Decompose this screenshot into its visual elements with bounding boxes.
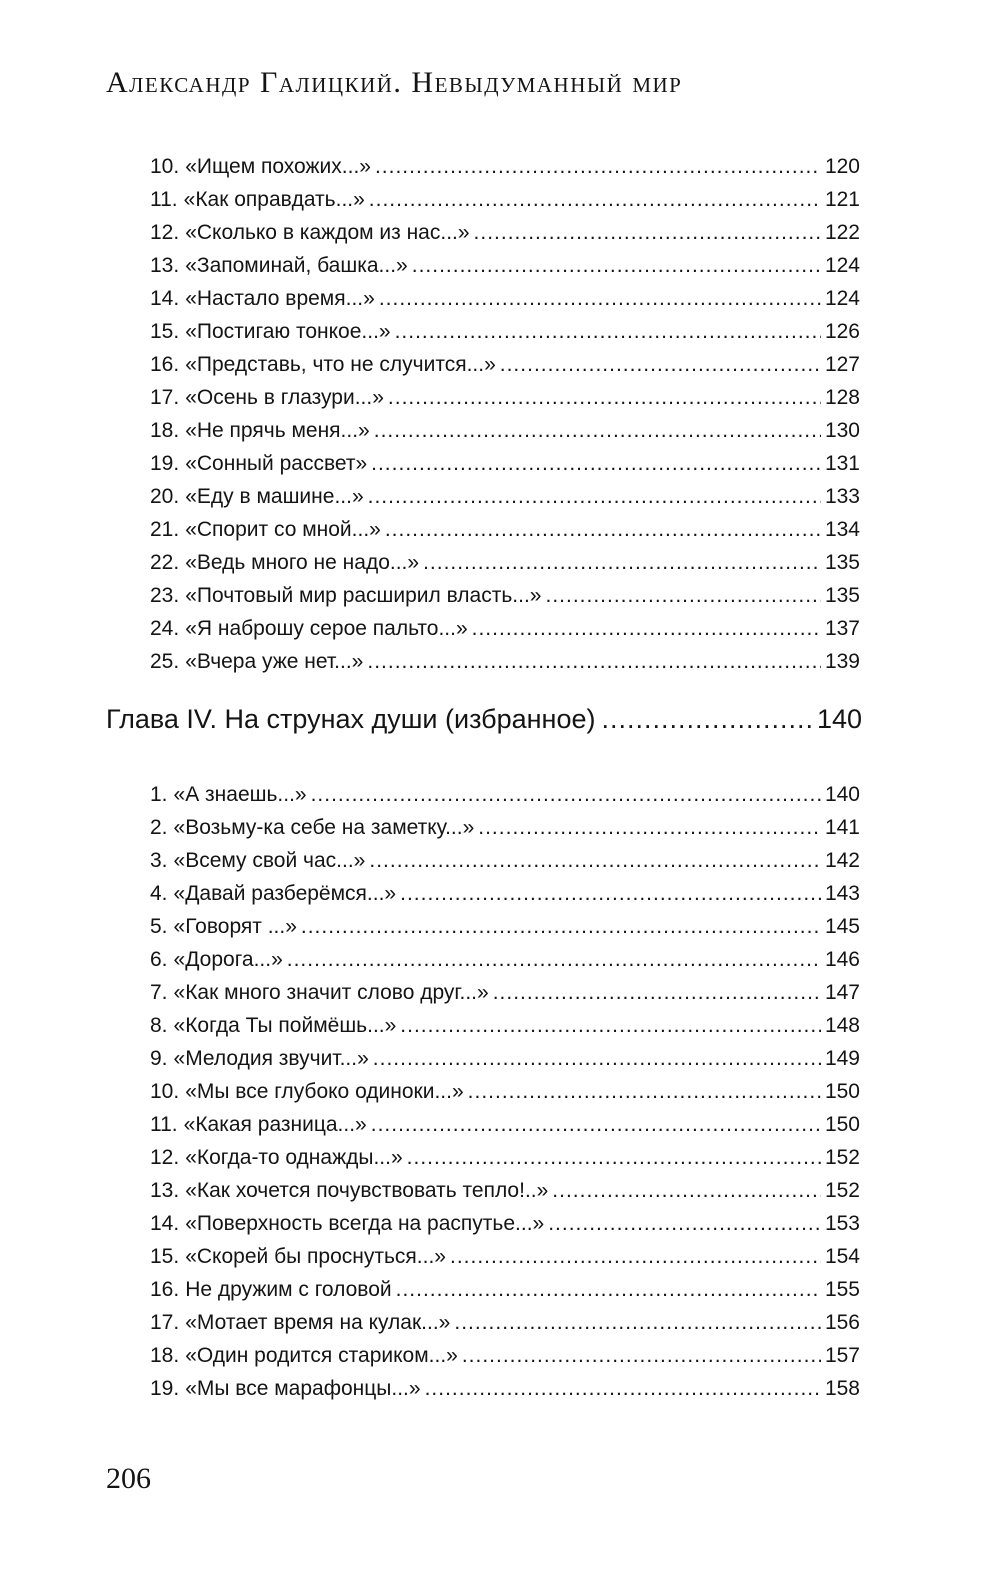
entry-page: 137 — [824, 617, 860, 640]
entry-page: 155 — [824, 1278, 860, 1301]
entry-number: 3. — [150, 849, 168, 872]
dot-leader — [500, 348, 821, 381]
entry-page: 150 — [824, 1113, 860, 1136]
dot-leader — [369, 844, 821, 877]
toc-entry — [150, 877, 860, 910]
entry-page: 152 — [824, 1146, 860, 1169]
dot-leader — [301, 910, 821, 943]
entry-number: 17. — [150, 1311, 180, 1334]
entry-title: «Мелодия звучит...» — [173, 1047, 369, 1070]
entry-number: 12. — [150, 221, 180, 244]
entry-number: 15. — [150, 1245, 180, 1268]
entry-number: 18. — [150, 419, 180, 442]
toc-entry — [150, 249, 860, 282]
entry-number: 21. — [150, 518, 180, 541]
entry-page: 157 — [824, 1344, 860, 1367]
toc-entry — [150, 447, 860, 480]
entry-page: 124 — [824, 287, 860, 310]
toc-entry — [150, 645, 860, 678]
running-header: Александр Галицкий. Невыдуманный мир — [106, 66, 683, 99]
entry-title: «Мы все глубоко одиноки...» — [185, 1080, 464, 1103]
dot-leader — [450, 1240, 821, 1273]
dot-leader — [468, 1075, 821, 1108]
entry-title: «Сколько в каждом из нас...» — [185, 221, 470, 244]
toc-entry — [150, 282, 860, 315]
toc-entry — [150, 778, 860, 811]
dot-leader — [601, 704, 810, 735]
dot-leader — [396, 1273, 821, 1306]
entry-number: 20. — [150, 485, 180, 508]
entry-number: 25. — [150, 650, 180, 673]
entry-number: 22. — [150, 551, 180, 574]
entry-title: «Представь, что не случится...» — [185, 353, 496, 376]
entry-page: 143 — [824, 882, 860, 905]
toc-entry — [150, 480, 860, 513]
dot-leader — [548, 1207, 821, 1240]
toc-entry — [150, 976, 860, 1009]
dot-leader — [462, 1339, 821, 1372]
page-number: 206 — [106, 1462, 151, 1495]
dot-leader — [400, 877, 821, 910]
entry-page: 130 — [824, 419, 860, 442]
toc-entry — [150, 1207, 860, 1240]
dot-leader — [367, 645, 821, 678]
entry-title: Не дружим с головой — [185, 1278, 392, 1301]
toc-entry — [150, 1174, 860, 1207]
entry-page: 150 — [824, 1080, 860, 1103]
entry-title: «Как оправдать...» — [183, 188, 365, 211]
toc-entry — [150, 150, 860, 183]
toc-entry — [150, 811, 860, 844]
toc-entry — [150, 1240, 860, 1273]
entry-title: «Еду в машине...» — [185, 485, 364, 508]
chapter-heading — [106, 704, 862, 735]
entry-number: 9. — [150, 1047, 168, 1070]
entry-title: «Осень в глазури...» — [185, 386, 384, 409]
dot-leader — [395, 315, 821, 348]
entry-page: 126 — [824, 320, 860, 343]
entry-title: «Возьму-ка себе на заметку...» — [173, 816, 475, 839]
entry-number: 5. — [150, 915, 168, 938]
entry-title: «Какая разница...» — [183, 1113, 367, 1136]
toc-entry — [150, 1273, 860, 1306]
entry-title: «Когда-то однажды...» — [185, 1146, 403, 1169]
entry-title: «Давай разберёмся...» — [173, 882, 397, 905]
entry-number: 10. — [150, 155, 180, 178]
entry-title: «Как много значит слово друг...» — [173, 981, 489, 1004]
dot-leader — [423, 546, 821, 579]
entry-title: «Как хочется почувствовать тепло!..» — [185, 1179, 549, 1202]
entry-number: 11. — [150, 188, 178, 211]
entry-title: «Скорей бы проснуться...» — [185, 1245, 446, 1268]
dot-leader — [407, 1141, 821, 1174]
toc-entry — [150, 844, 860, 877]
entry-title: «Дорога...» — [173, 948, 283, 971]
entry-title: «Говорят ...» — [173, 915, 297, 938]
entry-number: 14. — [150, 1212, 180, 1235]
entry-page: 135 — [824, 584, 860, 607]
toc-entry — [150, 1042, 860, 1075]
entry-title: «Мы все марафонцы...» — [185, 1377, 421, 1400]
entry-page: 140 — [824, 783, 860, 806]
dot-leader — [374, 414, 821, 447]
dot-leader — [454, 1306, 821, 1339]
toc-entry — [150, 1108, 860, 1141]
entry-title: «Поверхность всегда на распутье...» — [185, 1212, 545, 1235]
entry-number: 17. — [150, 386, 180, 409]
toc-entry — [150, 183, 860, 216]
entry-title: «Когда Ты поймёшь...» — [173, 1014, 397, 1037]
dot-leader — [385, 513, 821, 546]
entry-page: 122 — [824, 221, 860, 244]
entry-title: «Я наброшу серое пальто...» — [185, 617, 468, 640]
toc-entry — [150, 910, 860, 943]
entry-title: «Почтовый мир расширил власть...» — [185, 584, 542, 607]
entry-number: 16. — [150, 353, 180, 376]
entry-number: 12. — [150, 1146, 180, 1169]
entry-page: 149 — [824, 1047, 860, 1070]
entry-page: 120 — [824, 155, 860, 178]
dot-leader — [400, 1009, 821, 1042]
entry-number: 4. — [150, 882, 168, 905]
entry-page: 139 — [824, 650, 860, 673]
toc-entry — [150, 1141, 860, 1174]
dot-leader — [552, 1174, 821, 1207]
entry-page: 127 — [824, 353, 860, 376]
entry-number: 14. — [150, 287, 180, 310]
chapter-page: 140 — [816, 704, 862, 734]
entry-title: «Вчера уже нет...» — [185, 650, 364, 673]
entry-number: 2. — [150, 816, 168, 839]
dot-leader — [388, 381, 821, 414]
dot-leader — [545, 579, 820, 612]
dot-leader — [375, 150, 821, 183]
entry-page: 158 — [824, 1377, 860, 1400]
entry-page: 156 — [824, 1311, 860, 1334]
entry-page: 148 — [824, 1014, 860, 1037]
entry-number: 19. — [150, 1377, 180, 1400]
entry-number: 15. — [150, 320, 180, 343]
entry-number: 24. — [150, 617, 180, 640]
entry-number: 7. — [150, 981, 168, 1004]
dot-leader — [371, 1108, 821, 1141]
dot-leader — [379, 282, 821, 315]
dot-leader — [425, 1372, 821, 1405]
entry-number: 13. — [150, 254, 180, 277]
entry-page: 147 — [824, 981, 860, 1004]
entry-page: 121 — [824, 188, 860, 211]
toc-entry — [150, 381, 860, 414]
entry-number: 16. — [150, 1278, 180, 1301]
entry-page: 154 — [824, 1245, 860, 1268]
toc-entry — [150, 414, 860, 447]
entry-title: «Настало время...» — [185, 287, 375, 310]
toc-entry — [150, 943, 860, 976]
entry-title: «Постигаю тонкое...» — [185, 320, 391, 343]
entry-page: 134 — [824, 518, 860, 541]
dot-leader — [311, 778, 821, 811]
toc-entry — [150, 546, 860, 579]
entry-title: «Сонный рассвет» — [185, 452, 368, 475]
entry-page: 152 — [824, 1179, 860, 1202]
entry-page: 124 — [824, 254, 860, 277]
entry-number: 10. — [150, 1080, 180, 1103]
toc-entry — [150, 612, 860, 645]
chapter-title: Глава IV. На струнах души (избранное) — [106, 704, 596, 734]
entry-title: «Мотает время на кулак...» — [185, 1311, 451, 1334]
entry-page: 145 — [824, 915, 860, 938]
dot-leader — [472, 612, 821, 645]
toc-entry — [150, 513, 860, 546]
toc-entry — [150, 1009, 860, 1042]
entry-page: 135 — [824, 551, 860, 574]
entry-title: «Не прячь меня...» — [185, 419, 370, 442]
dot-leader — [373, 1042, 821, 1075]
entry-number: 13. — [150, 1179, 180, 1202]
dot-leader — [412, 249, 821, 282]
toc-list-part-2 — [150, 778, 860, 1405]
toc-entry — [150, 1339, 860, 1372]
entry-title: «Всему свой час...» — [173, 849, 366, 872]
toc-entry — [150, 216, 860, 249]
entry-number: 11. — [150, 1113, 178, 1136]
entry-page: 128 — [824, 386, 860, 409]
entry-title: «Ведь много не надо...» — [185, 551, 420, 574]
entry-title: «Один родится стариком...» — [185, 1344, 458, 1367]
entry-page: 131 — [824, 452, 860, 475]
toc-entry — [150, 1306, 860, 1339]
dot-leader — [369, 183, 821, 216]
entry-title: «Ищем похожих...» — [185, 155, 371, 178]
toc-entry — [150, 315, 860, 348]
dot-leader — [371, 447, 821, 480]
toc-entry — [150, 579, 860, 612]
toc-entry — [150, 1075, 860, 1108]
entry-number: 6. — [150, 948, 168, 971]
dot-leader — [368, 480, 821, 513]
entry-title: «Спорит со мной...» — [185, 518, 381, 541]
entry-number: 23. — [150, 584, 180, 607]
entry-number: 18. — [150, 1344, 180, 1367]
entry-page: 153 — [824, 1212, 860, 1235]
entry-title: «Запоминай, башка...» — [185, 254, 408, 277]
entry-number: 8. — [150, 1014, 168, 1037]
entry-page: 142 — [824, 849, 860, 872]
entry-page: 146 — [824, 948, 860, 971]
dot-leader — [287, 943, 821, 976]
dot-leader — [493, 976, 821, 1009]
entry-number: 19. — [150, 452, 180, 475]
toc-list-part-1 — [150, 150, 860, 678]
dot-leader — [474, 216, 821, 249]
toc-entry — [150, 1372, 860, 1405]
dot-leader — [478, 811, 821, 844]
entry-page: 133 — [824, 485, 860, 508]
entry-page: 141 — [824, 816, 860, 839]
entry-title: «А знаешь...» — [173, 783, 307, 806]
entry-number: 1. — [150, 783, 168, 806]
toc-entry — [150, 348, 860, 381]
